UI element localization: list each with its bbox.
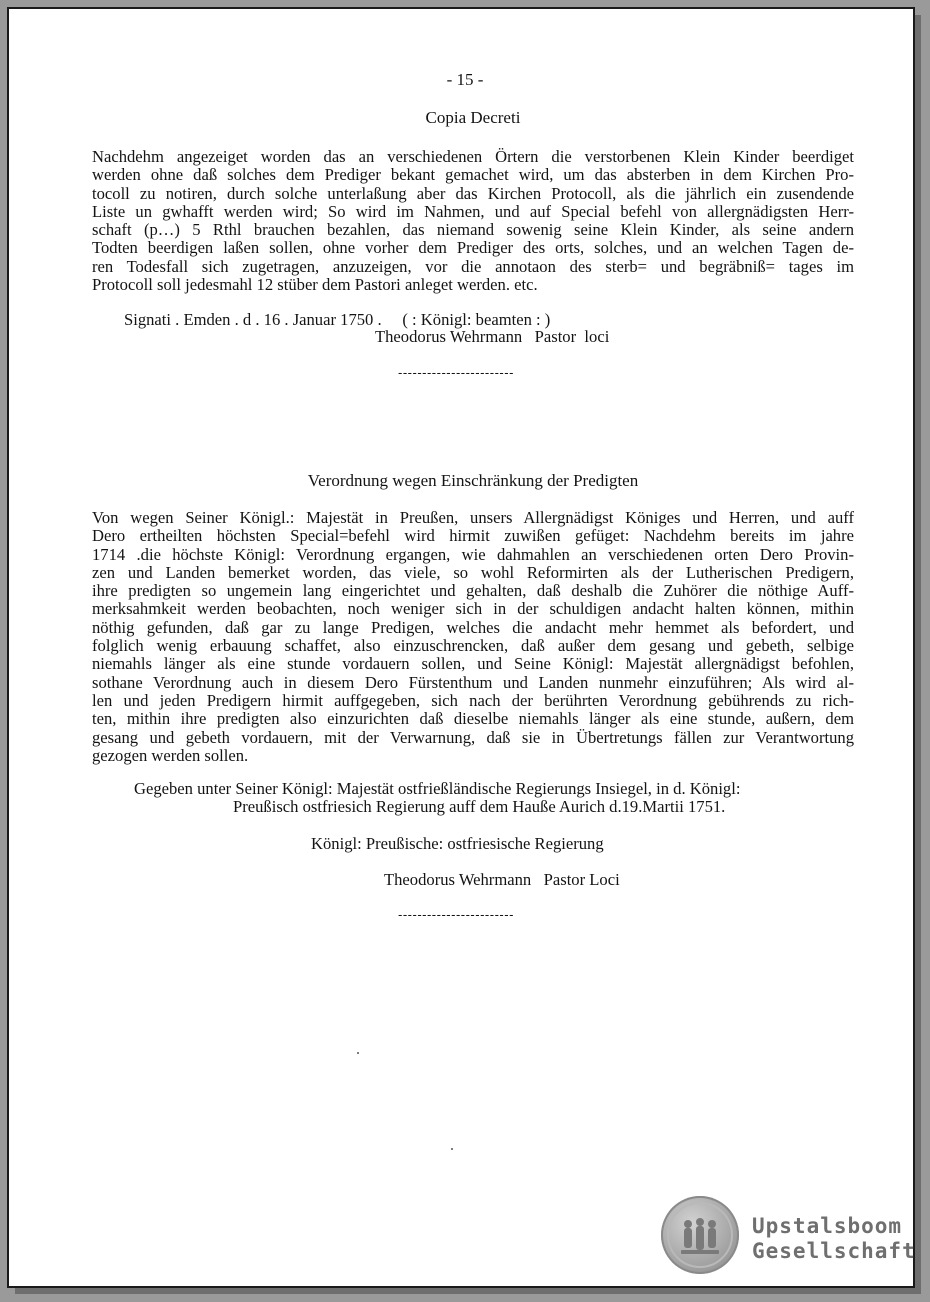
decree-paragraph: [92, 148, 854, 294]
paragraph-line: ten, mithin ihre predigten also einzurichten daß dieselbe niemahls länger als eine stunde, außern, dem: [92, 709, 854, 729]
separator-line: ------------------------: [398, 365, 514, 380]
paragraph-line: Von wegen Seiner Königl.: Majestät in Preußen, unsers Allergnädigst Königes und Herren, und auff: [92, 508, 854, 527]
paragraph-line: nöthig gefunden, daß gar zu lange Predigen, welches die andacht mehr hemmet als befordert, und: [92, 617, 854, 637]
paragraph-line: gezogen werden sollen.: [92, 745, 249, 765]
paragraph-line: Protocoll soll jedesmahl 12 stüber dem Pastori anleget werden. etc.: [92, 275, 538, 295]
scan-speck: [357, 1052, 359, 1054]
paragraph-line: ren Todesfall sich zugetragen, anzuzeigen, vor die annotaon des sterb= und begräbniß= tages im: [92, 256, 854, 276]
society-name-line-1: Upstalsboom: [752, 1214, 903, 1238]
seal-figures-icon: [661, 1196, 739, 1274]
section-title-verordnung: Verordnung wegen Einschränkung der Predigten: [307, 471, 639, 490]
paragraph-line: tocoll zu notiren, durch solche unterlaßung aber das Kirchen Protocoll, als die jährlich ein zusendende: [92, 183, 854, 203]
section-title-copia-decreti: Copia Decreti: [425, 108, 521, 127]
paragraph-line: folglich wenig erbauung schaffet, also einzuschrencken, daß außer dem gesang und gebeth, selbige: [92, 636, 854, 656]
separator-line: ------------------------: [398, 907, 514, 922]
signer-name: Theodorus Wehrmann Pastor loci: [375, 327, 610, 346]
society-name-line-2: Gesellschaft: [752, 1239, 916, 1263]
paragraph-line: Todten beerdigen laßen sollen, ohne vorher dem Prediger des orts, solches, und an welchen Tagen de-: [92, 238, 854, 258]
given-line-1: Gegeben unter Seiner Königl: Majestät ostfrießländische Regierungs Insiegel, in d. Königl:: [134, 779, 741, 798]
paragraph-line: sothane Verordnung auch in diesem Dero Fürstenthum und Landen nunmehr einzuführen; Als wird al-: [92, 672, 854, 692]
society-seal-icon: [661, 1196, 739, 1274]
paragraph-line: len und jeden Predigern hirmit auffgegeben, sich nach der berührten Verordnung gebührends zu rich-: [92, 690, 854, 710]
paragraph-line: werden ohne daß solches dem Prediger bekant gemachet wird, um das absterben in dem Kirchen Pro-: [92, 165, 854, 185]
paragraph-line: 1714 .die höchste Königl: Verordnung ergangen, wie dahmahlen an verschiedenen orten Dero Provin-: [92, 544, 854, 564]
page-number: - 15 -: [446, 70, 484, 89]
paragraph-line: zen und Landen bemerket worden, das viele, so wohl Reformirten als der Lutherischen Predigern,: [92, 562, 854, 582]
signature-line: Signati . Emden . d . 16 . Januar 1750 . ( : Königl: beamten : ): [124, 310, 551, 329]
paragraph-line: Nachdehm angezeiget worden das an verschiedenen Örtern die verstorbenen Klein Kinder beerdiget: [92, 147, 854, 166]
paragraph-line: gesang und gebeth vordauern, mit der Verwarnung, daß sie in Übertretungs fällen zur Verantwortung: [92, 727, 854, 747]
scan-speck: [451, 1148, 453, 1150]
issuing-authority: Königl: Preußische: ostfriesische Regierung: [311, 834, 604, 853]
paragraph-line: ihre predigten so ungemein lang eingerichtet und gehalten, daß deshalb die Zuhörer die nöthige Auff-: [92, 581, 854, 601]
given-line-2: Preußisch ostfriesich Regierung auff dem Hauße Aurich d.19.Martii 1751.: [233, 797, 726, 816]
paragraph-line: Dero ertheilten höchsten Special=befehl wird hirmit zuwißen gefüget: Nachdehm bereits im jahre: [92, 526, 854, 546]
paragraph-line: merksahmkeit werden beobachten, noch weniger sich in der schuldigen andacht halten können, mithin: [92, 599, 854, 619]
paragraph-line: schaft (p…) 5 Rthl brauchen bezahlen, das niemand sowenig seine Klein Kinder, als seine andern: [92, 220, 854, 240]
signer-name: Theodorus Wehrmann Pastor Loci: [384, 870, 620, 889]
paragraph-line: Liste un gwhafft werden wird; So wird im Nahmen, und auf Special befehl von allergnädigsten Herr-: [92, 201, 854, 221]
paragraph-line: niemahls länger als eine stunde vordauern sollen, und Seine Königl: Majestät allergnädigst befohlen,: [92, 654, 854, 674]
ordinance-paragraph: [92, 509, 854, 765]
